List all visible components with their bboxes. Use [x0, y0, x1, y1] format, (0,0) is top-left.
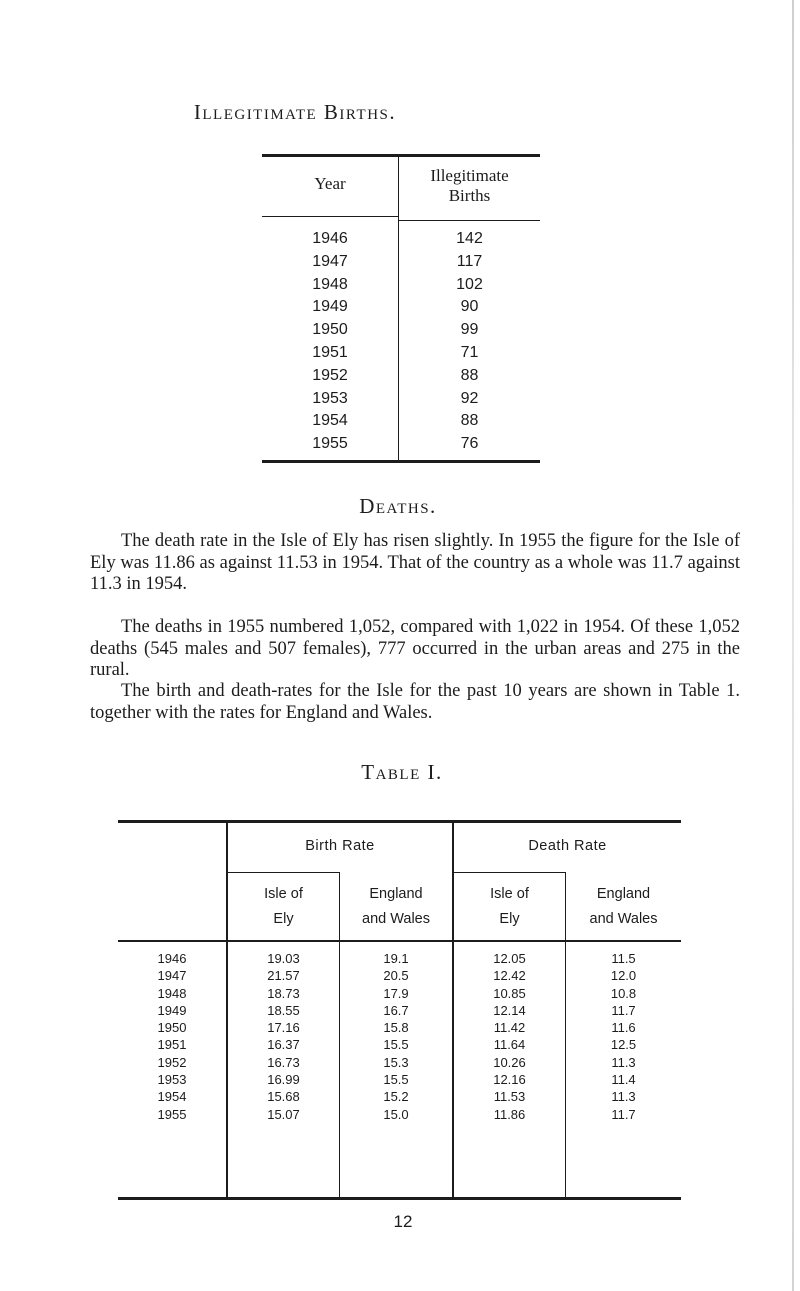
cell-illegitimate-births: 88 — [460, 366, 479, 384]
table-row — [262, 433, 540, 456]
header-death-rate: Death Rate — [528, 838, 607, 854]
header-line-1: England — [596, 886, 651, 902]
header-rule — [262, 216, 398, 217]
cell-year: 1955 — [157, 1106, 187, 1122]
table-row — [118, 985, 681, 1002]
table-row — [118, 1019, 681, 1036]
cell-death-rate-ely: 10.26 — [493, 1054, 526, 1070]
paragraph-rates-intro: The birth and death-rates for the Isle for the past 10 years are shown in Table 1. together with the rates for England and Wales. — [90, 681, 740, 723]
cell-illegitimate-births: 92 — [460, 389, 479, 407]
table-row — [262, 228, 540, 251]
cell-illegitimate-births: 71 — [460, 343, 479, 361]
header-line-2: Births — [448, 186, 491, 205]
cell-illegitimate-births: 76 — [460, 435, 479, 453]
cell-year: 1950 — [312, 321, 348, 339]
cell-birth-rate-england-wales: 16.7 — [383, 1002, 409, 1018]
illegitimate-births-table — [262, 154, 540, 453]
table-row — [262, 342, 540, 365]
cell-death-rate-ely: 12.42 — [493, 968, 526, 984]
header-rule — [399, 220, 540, 221]
cell-illegitimate-births: 88 — [460, 412, 479, 430]
table-row — [118, 1054, 681, 1071]
cell-illegitimate-births: 117 — [456, 252, 483, 270]
cell-year: 1953 — [157, 1072, 187, 1088]
cell-death-rate-england-wales: 11.4 — [611, 1072, 636, 1088]
cell-birth-rate-england-wales: 15.5 — [383, 1072, 409, 1088]
cell-year: 1952 — [157, 1054, 187, 1070]
header-death-england-wales — [566, 882, 681, 932]
page-number: 12 — [393, 1212, 413, 1231]
header-year: Year — [314, 174, 346, 193]
paragraph-deaths-count: The deaths in 1955 numbered 1,052, compared with 1,022 in 1954. Of these 1,052 deaths (545 males and 507 females), 777 occurred in the urban areas and 275 in the rural. — [90, 617, 740, 680]
table-row — [262, 410, 540, 433]
cell-birth-rate-ely: 18.73 — [267, 985, 300, 1001]
cell-death-rate-ely: 11.64 — [493, 1037, 526, 1053]
cell-birth-rate-england-wales: 19.1 — [383, 951, 409, 966]
cell-birth-rate-england-wales: 15.3 — [383, 1054, 409, 1070]
cell-birth-rate-england-wales: 15.8 — [383, 1020, 409, 1036]
header-line-1: Illegitimate — [430, 166, 509, 185]
cell-death-rate-ely: 11.42 — [493, 1020, 526, 1036]
cell-birth-rate-england-wales: 20.5 — [383, 968, 409, 984]
cell-birth-rate-england-wales: 15.2 — [383, 1089, 409, 1105]
cell-year: 1952 — [312, 366, 348, 384]
cell-year: 1951 — [312, 343, 348, 361]
header-birth-rate: Birth Rate — [305, 838, 375, 854]
table-1-heading: Table I. — [361, 760, 443, 784]
cell-birth-rate-ely: 16.37 — [267, 1037, 300, 1053]
cell-death-rate-england-wales: 12.0 — [610, 968, 637, 984]
table-row — [118, 1071, 681, 1088]
cell-year: 1947 — [312, 252, 348, 270]
illegitimate-births-heading: Illegitimate Births. — [193, 100, 397, 124]
cell-birth-rate-england-wales: 17.9 — [383, 985, 409, 1001]
cell-year: 1953 — [312, 389, 348, 407]
paragraph-death-rate: The death rate in the Isle of Ely has risen slightly. In 1955 the figure for the Isle of Ely was 11.86 as against 11.53 in 1954. That of the country as a whole was 11.7 against 11.3 in 1954. — [90, 531, 740, 594]
table-rule-top — [262, 154, 540, 157]
cell-death-rate-ely: 12.16 — [493, 1072, 526, 1088]
cell-year: 1954 — [312, 412, 348, 430]
table-rule-bottom — [118, 1197, 681, 1200]
header-line-2: Ely — [499, 911, 520, 927]
cell-year: 1948 — [157, 985, 187, 1001]
cell-illegitimate-births: 142 — [456, 230, 483, 247]
deaths-heading: Deaths. — [359, 494, 437, 518]
cell-year: 1950 — [157, 1020, 187, 1036]
cell-illegitimate-births: 90 — [460, 298, 479, 316]
page-edge — [792, 0, 794, 1291]
table-row — [118, 1036, 681, 1053]
header-death-isle-of-ely — [454, 882, 565, 932]
table-row — [118, 967, 681, 984]
cell-year: 1947 — [157, 968, 187, 984]
table-rule-bottom — [262, 460, 540, 463]
header-rule — [454, 872, 565, 873]
table-rule-top — [118, 820, 681, 823]
cell-birth-rate-england-wales: 15.0 — [383, 1106, 409, 1122]
table-row — [118, 1106, 681, 1123]
birth-death-rates-table — [118, 820, 681, 1204]
cell-year: 1954 — [157, 1089, 187, 1105]
cell-birth-rate-ely: 21.57 — [267, 968, 300, 984]
table-row — [118, 1002, 681, 1019]
cell-death-rate-england-wales: 11.7 — [611, 1002, 636, 1018]
table-row — [262, 365, 540, 388]
cell-illegitimate-births: 102 — [456, 275, 483, 293]
header-rule — [118, 940, 681, 942]
cell-year: 1951 — [157, 1037, 187, 1053]
header-line-2: Ely — [273, 911, 294, 927]
cell-birth-rate-ely: 18.55 — [267, 1002, 300, 1018]
table-row — [262, 296, 540, 319]
cell-death-rate-england-wales: 11.3 — [611, 1089, 636, 1105]
header-birth-england-wales — [340, 882, 452, 932]
cell-death-rate-england-wales: 11.7 — [611, 1106, 636, 1122]
cell-year: 1955 — [312, 435, 348, 453]
cell-death-rate-ely: 10.85 — [493, 985, 526, 1001]
table-row — [262, 251, 540, 274]
cell-death-rate-england-wales: 11.6 — [611, 1020, 636, 1036]
cell-birth-rate-ely: 16.73 — [267, 1054, 300, 1070]
table-header — [262, 162, 540, 218]
table-row — [118, 1088, 681, 1105]
cell-death-rate-ely: 11.86 — [493, 1106, 526, 1122]
cell-death-rate-england-wales: 11.3 — [611, 1054, 636, 1070]
cell-year: 1949 — [312, 298, 348, 316]
header-birth-isle-of-ely — [228, 882, 339, 932]
header-illegitimate-births — [399, 166, 540, 206]
table-row — [262, 319, 540, 342]
cell-birth-rate-ely: 16.99 — [267, 1072, 300, 1088]
cell-death-rate-england-wales: 11.5 — [611, 951, 636, 966]
cell-birth-rate-ely: 17.16 — [267, 1020, 300, 1036]
cell-year: 1946 — [157, 951, 187, 966]
cell-illegitimate-births: 99 — [460, 321, 479, 339]
cell-birth-rate-ely: 15.07 — [267, 1106, 300, 1122]
cell-year: 1948 — [312, 275, 348, 293]
header-line-1: Isle of — [264, 886, 303, 902]
cell-year: 1946 — [312, 230, 348, 247]
table-row — [262, 274, 540, 297]
cell-birth-rate-england-wales: 15.5 — [383, 1037, 409, 1053]
cell-death-rate-england-wales: 10.8 — [610, 985, 637, 1001]
header-line-2: and Wales — [589, 911, 658, 927]
table-row — [118, 950, 681, 967]
header-line-1: England — [369, 886, 423, 902]
table-row — [262, 388, 540, 411]
cell-year: 1949 — [157, 1002, 187, 1018]
cell-death-rate-ely: 11.53 — [493, 1089, 526, 1105]
table-body — [262, 228, 540, 456]
header-line-1: Isle of — [490, 886, 529, 902]
header-line-2: and Wales — [362, 911, 430, 927]
cell-death-rate-england-wales: 12.5 — [610, 1037, 637, 1053]
header-rule — [228, 872, 339, 873]
cell-birth-rate-ely: 19.03 — [267, 951, 300, 966]
cell-death-rate-ely: 12.14 — [493, 1002, 526, 1018]
cell-birth-rate-ely: 15.68 — [267, 1089, 300, 1105]
table-body — [118, 950, 681, 1123]
cell-death-rate-ely: 12.05 — [493, 951, 526, 966]
